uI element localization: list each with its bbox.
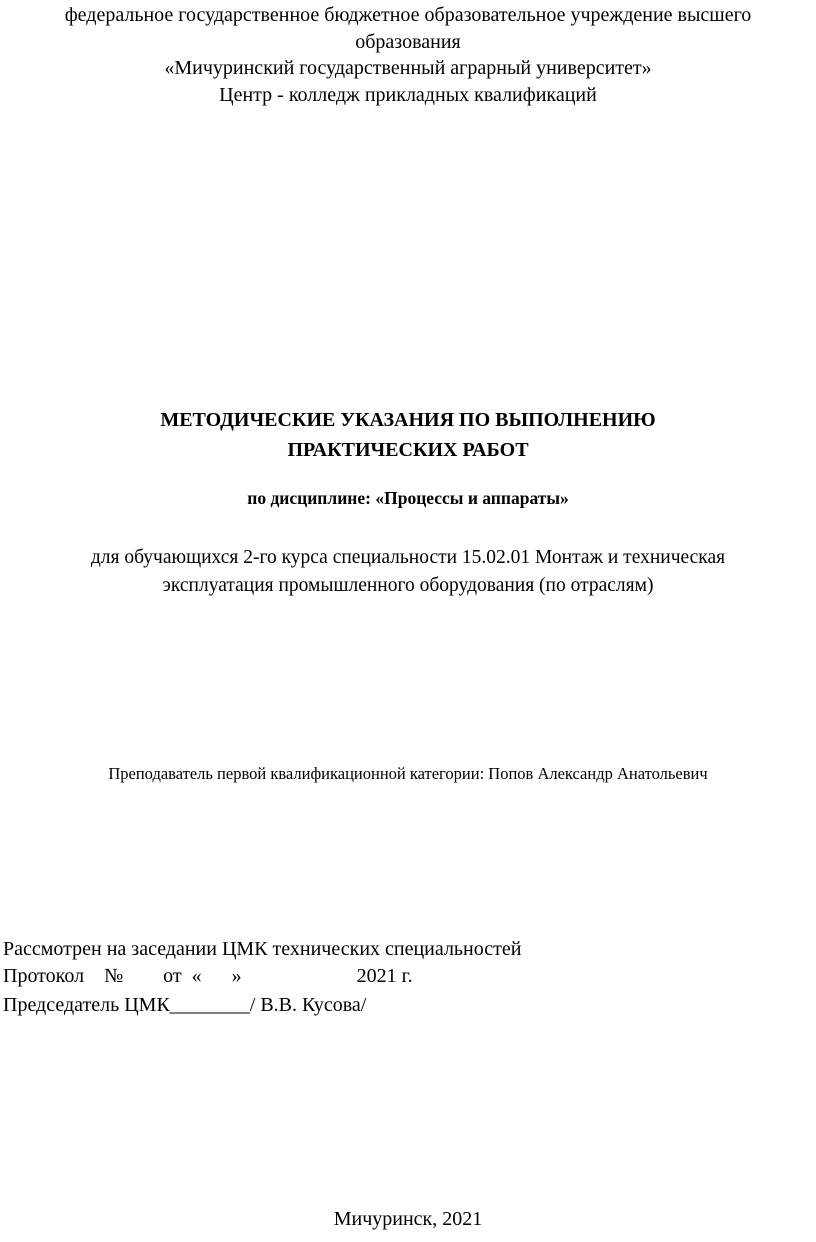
discipline-subtitle: по дисциплине: «Процессы и аппараты» bbox=[247, 488, 569, 508]
chair-line: Председатель ЦМК________/ В.В. Кусова/ bbox=[3, 994, 367, 1016]
audience-line-2: эксплуатация промышленного оборудования (по отраслям) bbox=[162, 575, 654, 596]
audience-line-1: для обучающихся 2-го курса специальности 15.02.01 Монтаж и техническая bbox=[90, 547, 726, 568]
document-title-line-1: МЕТОДИЧЕСКИЕ УКАЗАНИЯ ПО ВЫПОЛНЕНИЮ bbox=[160, 409, 656, 431]
approval-line: Рассмотрен на заседании ЦМК технических специальностей bbox=[3, 938, 522, 960]
institution-line-2: образования bbox=[355, 31, 461, 53]
college-name: Центр - колледж прикладных квалификаций bbox=[219, 84, 597, 106]
institution-line-1: федеральное государственное бюджетное образовательное учреждение высшего bbox=[64, 4, 752, 26]
university-name: «Мичуринский государственный аграрный университет» bbox=[164, 57, 652, 79]
document-title-line-2: ПРАКТИЧЕСКИХ РАБОТ bbox=[287, 439, 529, 461]
protocol-line: Протокол № от « » 2021 г. bbox=[3, 965, 413, 987]
teacher-line: Преподаватель первой квалификационной категории: Попов Александр Анатольевич bbox=[108, 764, 708, 783]
city-year: Мичуринск, 2021 bbox=[333, 1208, 483, 1230]
